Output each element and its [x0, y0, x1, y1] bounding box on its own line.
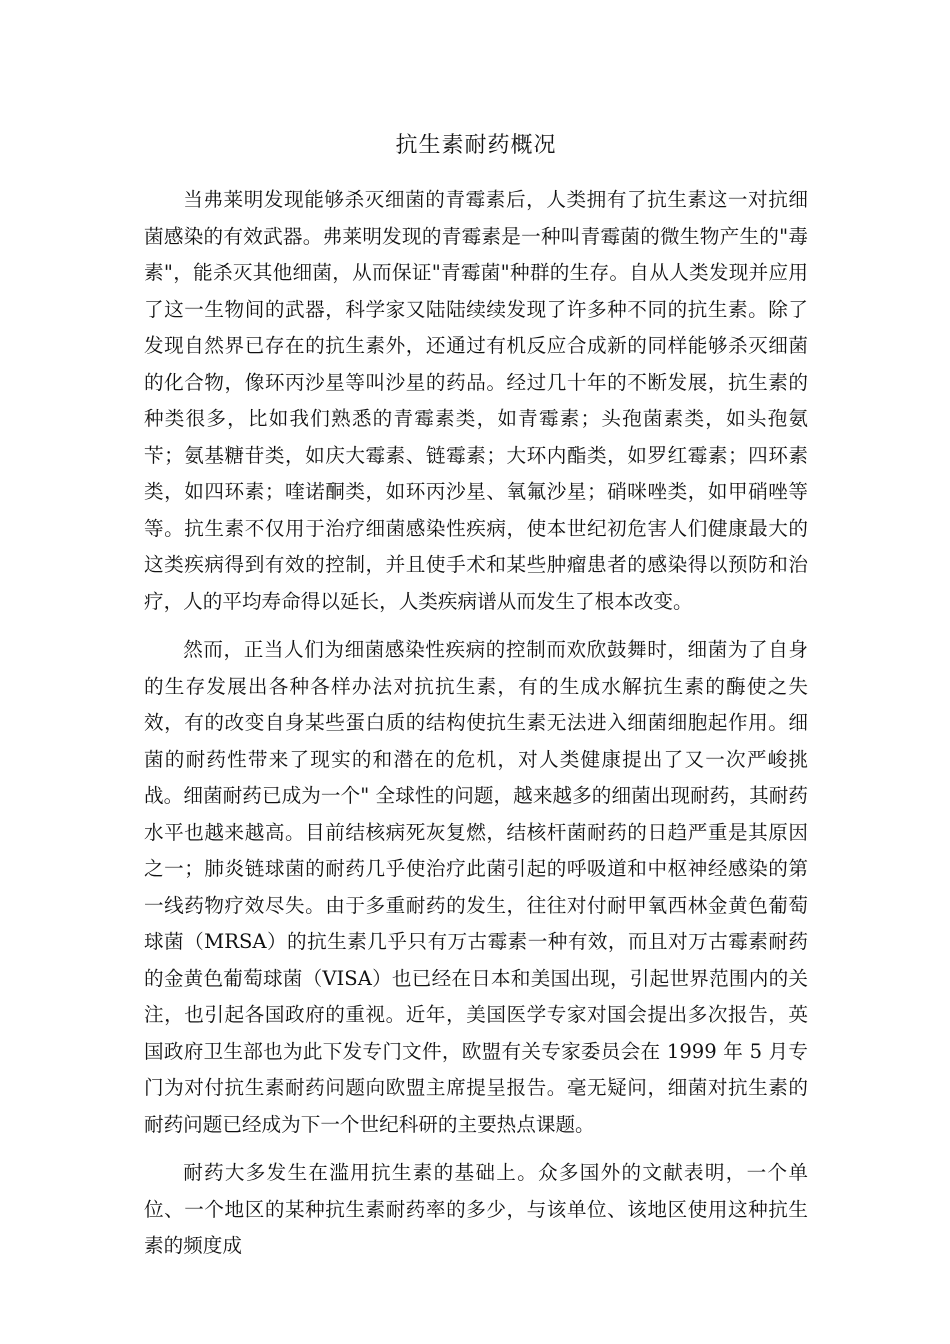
paragraph-3: 耐药大多发生在滥用抗生素的基础上。众多国外的文献表明，一个单位、一个地区的某种抗生素耐药率的多少，与该单位、该地区使用这种抗生素的频度成	[144, 1161, 808, 1257]
paragraph-2: 然而，正当人们为细菌感染性疾病的控制而欢欣鼓舞时，细菌为了自身的生存发展出各种各样办法对抗抗生素，有的生成水解抗生素的酶使之失效，有的改变自身某些蛋白质的结构使抗生素无法进入细菌细胞起作用。细菌的耐药性带来了现实的和潜在的危机，对人类健康提出了又一次严峻挑战。细菌耐药已成为一个" 全球性的问题，越来越多的细菌出现耐药，其耐药水平也越来越高。目前结核病死灰复燃，结核杆菌耐药的日趋严重是其原因之一；肺炎链球菌的耐药几乎使治疗此菌引起的呼吸道和中枢神经感染的第一线药物疗效尽失。由于多重耐药的发生，往往对付耐甲氧西林金黄色葡萄球菌（MRSA）的抗生素几乎只有万古霉素一种有效，而且对万古霉素耐药的金黄色葡萄球菌（VISA）也已经在日本和美国出现，引起世界范围内的关注，也引起各国政府的重视。近年，美国医学专家对国会提出多次报告，英国政府卫生部也为此下发专门文件，欧盟有关专家委员会在 1999 年 5 月专门为对付抗生素耐药问题向欧盟主席提呈报告。毫无疑问，细菌对抗生素的耐药问题已经成为下一个世纪科研的主要热点课题。	[144, 638, 808, 1136]
paragraph-1: 当弗莱明发现能够杀灭细菌的青霉素后，人类拥有了抗生素这一对抗细菌感染的有效武器。弗莱明发现的青霉素是一种叫青霉菌的微生物产生的"毒素"，能杀灭其他细菌，从而保证"青霉菌"种群的生存。自从人类发现并应用了这一生物间的武器，科学家又陆陆续续发现了许多种不同的抗生素。除了发现自然界已存在的抗生素外，还通过有机反应合成新的同样能够杀灭细菌的化合物，像环丙沙星等叫沙星的药品。经过几十年的不断发展，抗生素的种类很多，比如我们熟悉的青霉素类，如青霉素；头孢菌素类，如头孢氨苄；氨基糖苷类，如庆大霉素、链霉素；大环内酯类，如罗红霉素；四环素类，如四环素；喹诺酮类，如环丙沙星、氧氟沙星；硝咪唑类，如甲硝唑等等。抗生素不仅用于治疗细菌感染性疾病，使本世纪初危害人们健康最大的这类疾病得到有效的控制，并且使手术和某些肿瘤患者的感染得以预防和治疗，人的平均寿命得以延长，人类疾病谱从而发生了根本改变。	[144, 188, 808, 613]
document-title: 抗生素耐药概况	[395, 133, 557, 158]
document-page	[144, 128, 808, 1277]
